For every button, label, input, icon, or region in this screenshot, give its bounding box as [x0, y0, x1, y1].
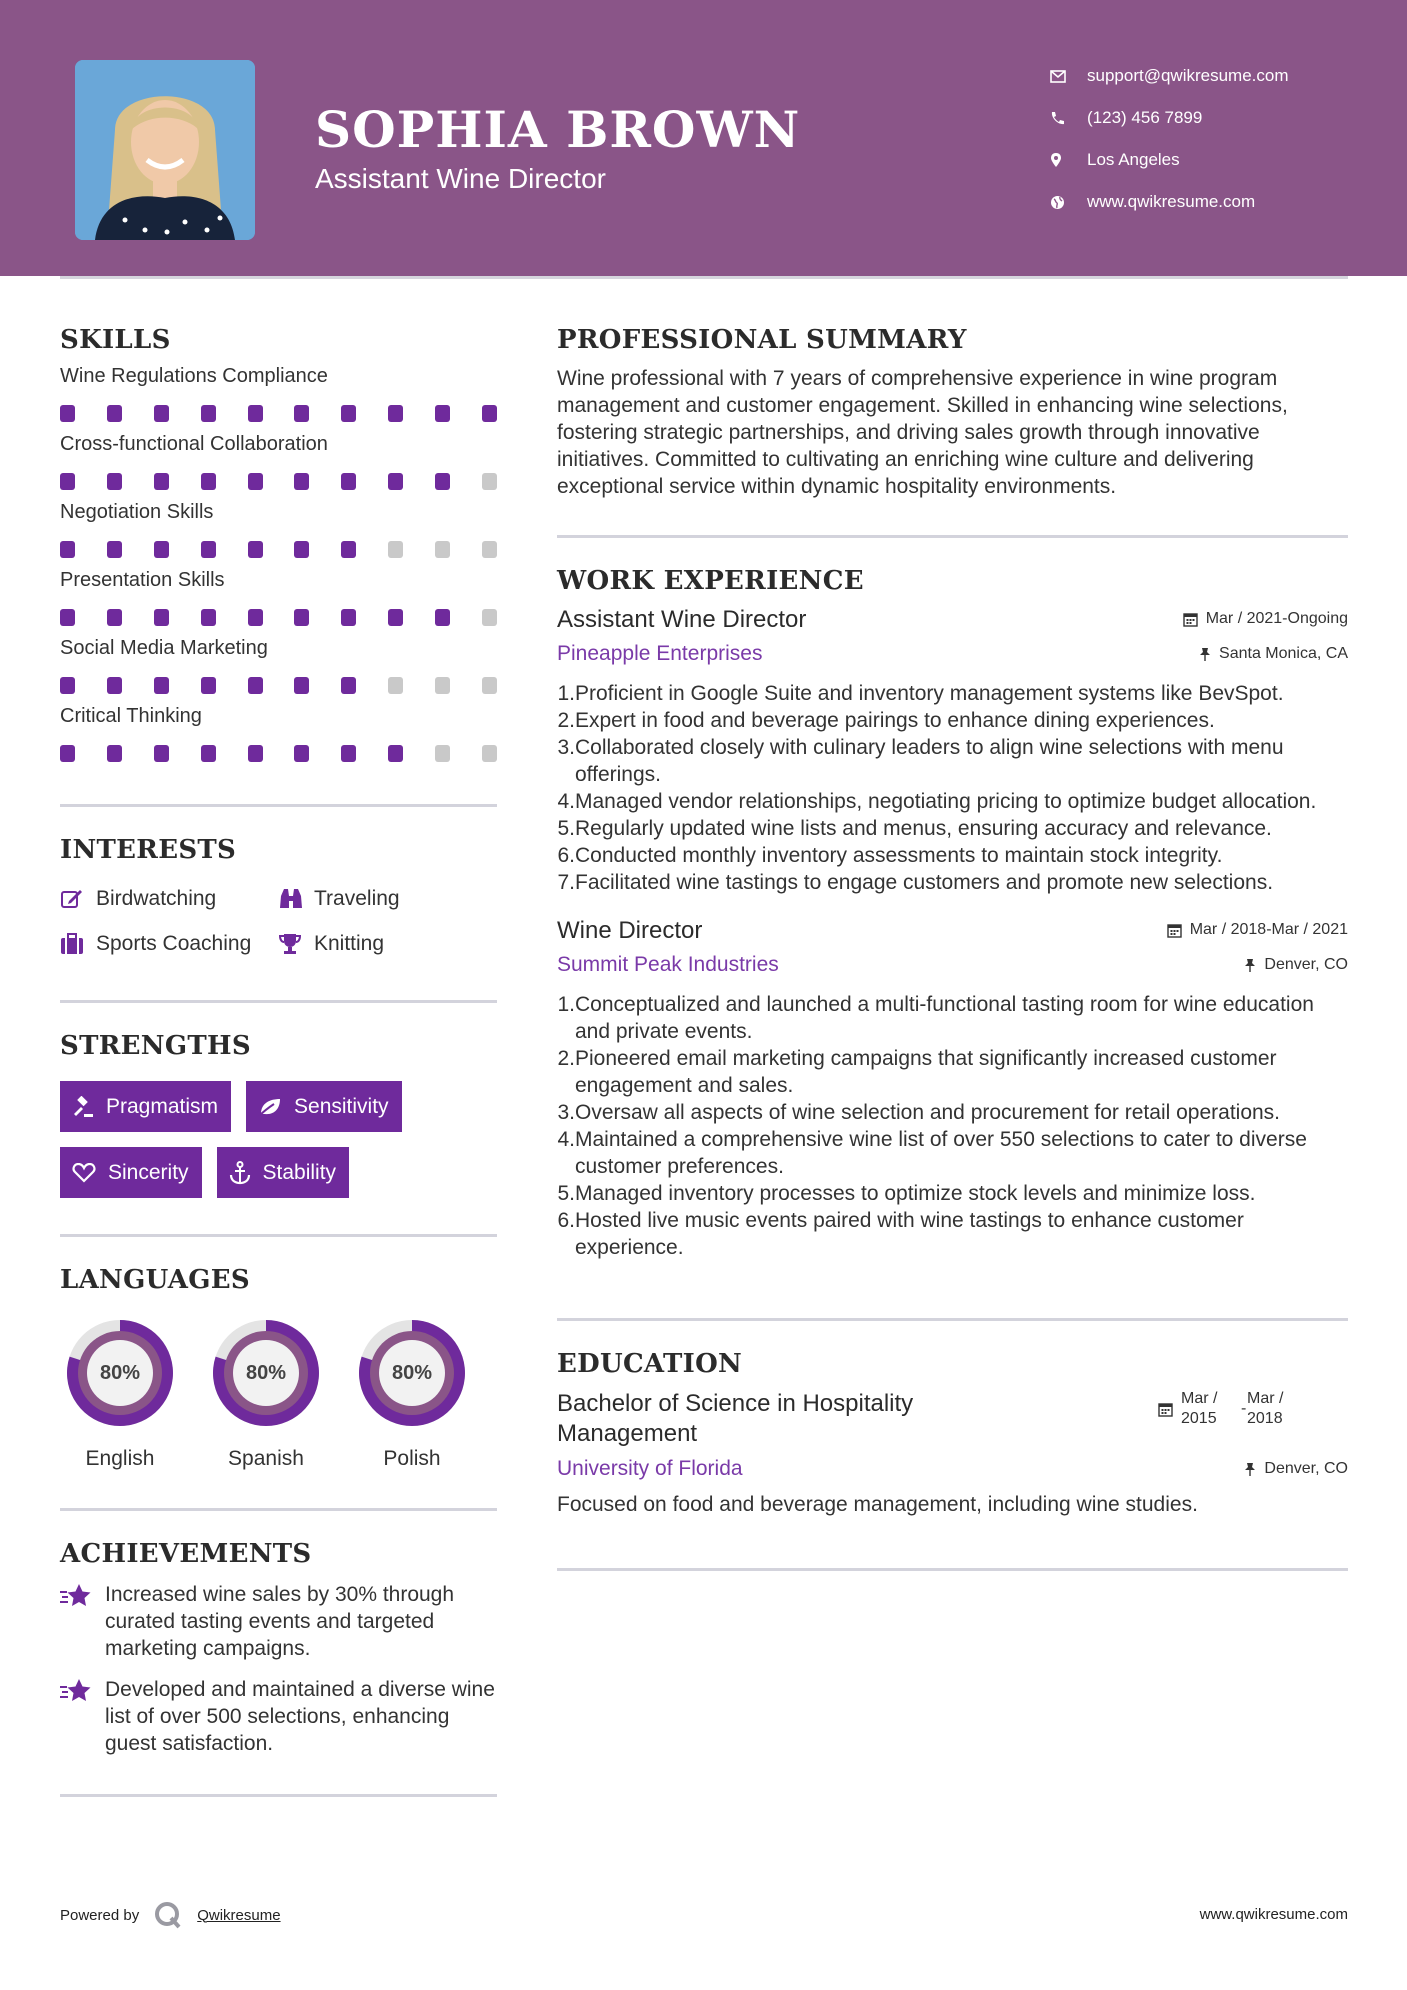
language-name: Polish: [383, 1447, 441, 1470]
contact-website-text: www.qwikresume.com: [1087, 192, 1256, 211]
skill-row: [60, 365, 497, 423]
leaf-icon: [258, 1097, 282, 1117]
language-item: [206, 1313, 326, 1471]
skill-dot-filled: [388, 609, 403, 626]
skill-dot-empty: [482, 677, 497, 694]
skill-dot-filled: [341, 745, 356, 762]
envelope-icon: [1050, 70, 1087, 83]
language-name: Spanish: [228, 1447, 304, 1470]
gavel-icon: [72, 1096, 94, 1118]
calendar-icon: [1167, 923, 1182, 938]
skill-name: Wine Regulations Compliance: [60, 365, 328, 387]
school-name: University of Florida: [557, 1457, 743, 1480]
job-date-text: Mar / 2018-Mar / 2021: [1189, 921, 1348, 938]
skill-row: [60, 501, 497, 559]
interest-label: Birdwatching: [96, 886, 217, 910]
qwikresume-logo-icon: [153, 1900, 183, 1930]
achievements-heading: ACHIEVEMENTS: [60, 1539, 312, 1569]
language-percent: 80%: [245, 1362, 287, 1384]
job-date-text: Mar / 2021-Ongoing: [1205, 610, 1348, 627]
duty-number: 1.: [557, 682, 575, 705]
skill-dot-empty: [482, 473, 497, 490]
language-item: [352, 1313, 472, 1471]
briefcase-icon: [60, 933, 96, 955]
education-header: [557, 1389, 1348, 1449]
skill-dot-empty: [435, 677, 450, 694]
education-end: [1247, 1389, 1283, 1429]
duty-item: [557, 1207, 1348, 1261]
duty-item: [557, 1180, 1348, 1207]
candidate-name: SOPHIA BROWN: [315, 100, 801, 159]
skill-dot-empty: [482, 609, 497, 626]
skill-dot-filled: [341, 677, 356, 694]
heart-icon: [72, 1163, 96, 1183]
skill-dot-filled: [107, 541, 122, 558]
job-subheader: [557, 953, 1348, 977]
duty-number: 2.: [557, 709, 575, 732]
job-location-text: Denver, CO: [1264, 956, 1348, 973]
job-header: [557, 917, 1348, 945]
skill-dot-filled: [388, 745, 403, 762]
skill-dot-filled: [341, 609, 356, 626]
duty-number: 7.: [557, 871, 575, 894]
language-percent: 80%: [391, 1362, 433, 1384]
candidate-title: Assistant Wine Director: [315, 163, 606, 194]
skill-dot-filled: [294, 677, 309, 694]
strength-badge: [246, 1081, 402, 1132]
duty-item: [557, 815, 1348, 842]
job-date: [1183, 610, 1348, 628]
skill-dot-filled: [294, 405, 309, 422]
section-divider: [60, 1508, 497, 1511]
education-start-month: Mar /: [1181, 1390, 1218, 1407]
skill-dot-filled: [60, 677, 75, 694]
section-divider: [60, 804, 497, 807]
skill-dot-filled: [60, 745, 75, 762]
education-heading: EDUCATION: [557, 1349, 743, 1379]
skill-dot-filled: [107, 473, 122, 490]
star-award-icon: [60, 1676, 105, 1757]
skill-dot-filled: [248, 745, 263, 762]
contact-email-text: support@qwikresume.com: [1087, 66, 1289, 85]
duty-item: [557, 788, 1348, 815]
skill-dot-filled: [154, 609, 169, 626]
duty-text: Expert in food and beverage pairings to enhance dining experiences.: [575, 709, 1215, 732]
education-location-text: Denver, CO: [1264, 1460, 1348, 1477]
skill-dot-filled: [60, 405, 75, 422]
duty-item: [557, 1099, 1348, 1126]
duty-number: 5.: [557, 1182, 575, 1205]
company-name: Pineapple Enterprises: [557, 642, 763, 665]
duty-item: [557, 842, 1348, 869]
duty-text: Conducted monthly inventory assessments to maintain stock integrity.: [575, 844, 1223, 867]
duty-text: Managed inventory processes to optimize stock levels and minimize loss.: [575, 1182, 1256, 1205]
skill-dot-empty: [388, 541, 403, 558]
footer-powered-by: [60, 1900, 281, 1930]
skill-dot-filled: [388, 473, 403, 490]
duty-item: [557, 1126, 1348, 1180]
strength-label: Stability: [262, 1160, 337, 1184]
skill-dot-filled: [248, 609, 263, 626]
interest-item: [60, 885, 278, 912]
education-end-year: 2018: [1247, 1410, 1283, 1427]
experience-heading: WORK EXPERIENCE: [557, 566, 864, 596]
skill-dot-filled: [107, 745, 122, 762]
contact-list: [1050, 55, 1390, 223]
skill-dot-filled: [201, 541, 216, 558]
company-name: Summit Peak Industries: [557, 953, 779, 976]
duty-number: 3.: [557, 736, 575, 759]
education-date: [1158, 1389, 1348, 1429]
skill-dot-filled: [201, 405, 216, 422]
skill-dot-filled: [201, 745, 216, 762]
skill-dot-empty: [482, 541, 497, 558]
skill-name: Cross-functional Collaboration: [60, 433, 328, 455]
duty-text: Regularly updated wine lists and menus, ensuring accuracy and relevance.: [575, 817, 1272, 840]
skill-dot-empty: [388, 677, 403, 694]
skill-dot-filled: [154, 405, 169, 422]
skill-name: Presentation Skills: [60, 569, 225, 591]
languages-heading: LANGUAGES: [60, 1265, 250, 1295]
skill-dot-empty: [435, 541, 450, 558]
skill-dot-empty: [482, 745, 497, 762]
section-divider: [557, 535, 1348, 538]
language-name: English: [85, 1447, 155, 1470]
skill-rating: [60, 745, 497, 763]
skill-dot-filled: [294, 473, 309, 490]
contact-location-text: Los Angeles: [1087, 150, 1180, 169]
skill-dot-filled: [154, 473, 169, 490]
contact-website[interactable]: [1050, 181, 1390, 223]
contact-email[interactable]: [1050, 55, 1390, 97]
duty-number: 4.: [557, 1128, 575, 1151]
skill-dot-filled: [435, 405, 450, 422]
education-location: [1244, 1460, 1348, 1478]
skill-rating: [60, 609, 497, 627]
achievement-item: [60, 1581, 497, 1662]
contact-phone-text: (123) 456 7899: [1087, 108, 1203, 127]
skill-row: [60, 637, 497, 695]
strength-badge: [60, 1147, 202, 1198]
interest-label: Traveling: [314, 886, 400, 910]
skill-dot-filled: [388, 405, 403, 422]
skill-dot-filled: [154, 745, 169, 762]
skill-dot-filled: [248, 541, 263, 558]
education-start: [1181, 1389, 1241, 1429]
skill-dot-filled: [201, 677, 216, 694]
skill-dot-filled: [201, 609, 216, 626]
job-title: Wine Director: [557, 917, 703, 944]
skill-name: Social Media Marketing: [60, 637, 268, 659]
left-column: [60, 325, 497, 1797]
job-entry: [557, 606, 1348, 896]
calendar-icon: [1158, 1402, 1173, 1417]
skill-dot-filled: [482, 405, 497, 422]
calendar-icon: [1183, 612, 1198, 627]
skills-heading: SKILLS: [60, 325, 171, 355]
section-divider: [60, 1794, 497, 1797]
globe-icon: [1050, 195, 1087, 210]
duty-text: Oversaw all aspects of wine selection and procurement for retail operations.: [575, 1101, 1281, 1124]
job-subheader: [557, 642, 1348, 666]
job-duties: [557, 991, 1348, 1261]
interest-item: [278, 885, 497, 912]
strength-label: Sensitivity: [294, 1094, 389, 1118]
profile-photo: [75, 60, 255, 240]
duty-item: [557, 680, 1348, 707]
language-progress-ring: [60, 1313, 180, 1433]
language-progress-ring: [206, 1313, 326, 1433]
education-description: Focused on food and beverage management, including wine studies.: [557, 1493, 1198, 1516]
achievement-text: Developed and maintained a diverse wine list of over 500 selections, enhancing guest satisfaction.: [105, 1678, 495, 1755]
languages-list: [60, 1313, 497, 1471]
skill-dot-filled: [294, 541, 309, 558]
job-title: Assistant Wine Director: [557, 606, 807, 633]
duty-number: 1.: [557, 993, 575, 1016]
skill-dot-filled: [154, 677, 169, 694]
interest-item: [278, 930, 497, 957]
duty-text: Conceptualized and launched a multi-functional tasting room for wine education and private events.: [575, 993, 1314, 1043]
strength-badge: [60, 1081, 231, 1132]
skill-dot-filled: [341, 405, 356, 422]
section-divider: [557, 1568, 1348, 1571]
duty-text: Proficient in Google Suite and inventory management systems like BevSpot.: [575, 682, 1284, 705]
binoculars-icon: [278, 888, 314, 910]
language-progress-ring: [352, 1313, 472, 1433]
duty-item: [557, 869, 1348, 896]
skill-dot-filled: [154, 541, 169, 558]
job-location: [1199, 645, 1348, 663]
skill-dot-empty: [435, 745, 450, 762]
strength-label: Sincerity: [108, 1160, 189, 1184]
contact-location: [1050, 139, 1390, 181]
powered-by-text: Powered by: [60, 1906, 140, 1924]
section-divider: [60, 1234, 497, 1237]
skill-dot-filled: [435, 473, 450, 490]
skill-dot-filled: [107, 405, 122, 422]
skill-dot-filled: [107, 609, 122, 626]
trophy-icon: [278, 933, 314, 955]
education-date-separator: -: [1241, 1400, 1247, 1417]
skill-dot-filled: [60, 541, 75, 558]
skills-list: [60, 365, 497, 763]
duty-text: Hosted live music events paired with wine tastings to enhance customer experience.: [575, 1209, 1244, 1259]
interests-list: [60, 885, 497, 957]
footer-website[interactable]: www.qwikresume.com: [1199, 1906, 1348, 1923]
duty-item: [557, 734, 1348, 788]
skill-dot-filled: [435, 609, 450, 626]
duty-number: 3.: [557, 1101, 575, 1124]
achievement-text: Increased wine sales by 30% through curated tasting events and targeted marketing campaigns.: [105, 1583, 455, 1660]
duty-item: [557, 707, 1348, 734]
strengths-heading: STRENGTHS: [60, 1031, 251, 1061]
skill-name: Negotiation Skills: [60, 501, 214, 523]
job-header: [557, 606, 1348, 634]
skill-rating: [60, 405, 497, 423]
star-award-icon: [60, 1581, 105, 1662]
interest-label: Sports Coaching: [96, 931, 252, 955]
achievement-item: [60, 1676, 497, 1757]
degree-name: Bachelor of Science in Hospitality Management: [557, 1390, 914, 1447]
education-entry: [557, 1389, 1348, 1518]
skill-rating: [60, 677, 497, 695]
duty-text: Pioneered email marketing campaigns that significantly increased customer engagement and sales.: [575, 1047, 1277, 1097]
job-entry: [557, 917, 1348, 1261]
strength-badge: [217, 1147, 350, 1198]
skill-dot-filled: [248, 473, 263, 490]
skill-dot-filled: [341, 473, 356, 490]
summary-heading: PROFESSIONAL SUMMARY: [557, 325, 967, 355]
skill-dot-filled: [294, 609, 309, 626]
duty-number: 4.: [557, 790, 575, 813]
job-location-text: Santa Monica, CA: [1219, 645, 1348, 662]
skill-dot-filled: [60, 609, 75, 626]
duty-text: Collaborated closely with culinary leaders to align wine selections with menu offerings.: [575, 736, 1284, 786]
skill-row: [60, 433, 497, 491]
duty-text: Managed vendor relationships, negotiating pricing to optimize budget allocation.: [575, 790, 1317, 813]
duty-number: 2.: [557, 1047, 575, 1070]
education-subheader: [557, 1457, 1348, 1481]
skill-dot-filled: [294, 745, 309, 762]
education-start-year: 2015: [1181, 1410, 1217, 1427]
skill-dot-filled: [201, 473, 216, 490]
resume-header: [0, 0, 1407, 276]
interests-heading: INTERESTS: [60, 835, 237, 865]
duty-number: 5.: [557, 817, 575, 840]
skill-rating: [60, 473, 497, 491]
pushpin-icon: [1199, 647, 1211, 662]
duty-number: 6.: [557, 844, 575, 867]
language-item: [60, 1313, 180, 1471]
phone-icon: [1050, 111, 1087, 126]
strengths-list: [60, 1081, 497, 1198]
skill-rating: [60, 541, 497, 559]
contact-phone[interactable]: [1050, 97, 1390, 139]
job-location: [1244, 956, 1348, 974]
pencil-square-icon: [60, 888, 96, 910]
skill-dot-filled: [248, 405, 263, 422]
summary-text: Wine professional with 7 years of comprehensive experience in wine program management and customer engagement. Skilled in enhancing wine selections, fostering strategic partnerships, and driving sales growth through innovative initiatives. Committed to cultivating an enriching wine culture and delivering exceptional service within dynamic hospitality environments.: [557, 367, 1288, 498]
duty-number: 6.: [557, 1209, 575, 1232]
interest-item: [60, 930, 278, 957]
section-divider: [557, 1318, 1348, 1321]
skill-dot-filled: [341, 541, 356, 558]
right-column: [557, 325, 1348, 1571]
skill-dot-filled: [107, 677, 122, 694]
interest-label: Knitting: [314, 931, 385, 955]
duty-item: [557, 991, 1348, 1045]
section-divider: [60, 1000, 497, 1003]
duty-text: Facilitated wine tastings to engage customers and promote new selections.: [575, 871, 1274, 894]
skill-dot-filled: [248, 677, 263, 694]
strength-label: Pragmatism: [106, 1094, 219, 1118]
pushpin-icon: [1244, 958, 1256, 973]
map-pin-icon: [1050, 152, 1087, 168]
language-percent: 80%: [99, 1362, 141, 1384]
duty-item: [557, 1045, 1348, 1099]
skill-name: Critical Thinking: [60, 705, 202, 727]
job-duties: [557, 680, 1348, 896]
pushpin-icon: [1244, 1462, 1256, 1477]
brand-link[interactable]: Qwikresume: [197, 1906, 281, 1924]
skill-row: [60, 705, 497, 763]
header-divider: [60, 276, 1348, 279]
anchor-icon: [229, 1161, 251, 1185]
skill-dot-filled: [60, 473, 75, 490]
duty-text: Maintained a comprehensive wine list of over 550 selections to cater to diverse customer preferences.: [575, 1128, 1307, 1178]
skill-row: [60, 569, 497, 627]
job-date: [1167, 921, 1348, 939]
education-end-month: Mar /: [1247, 1390, 1284, 1407]
